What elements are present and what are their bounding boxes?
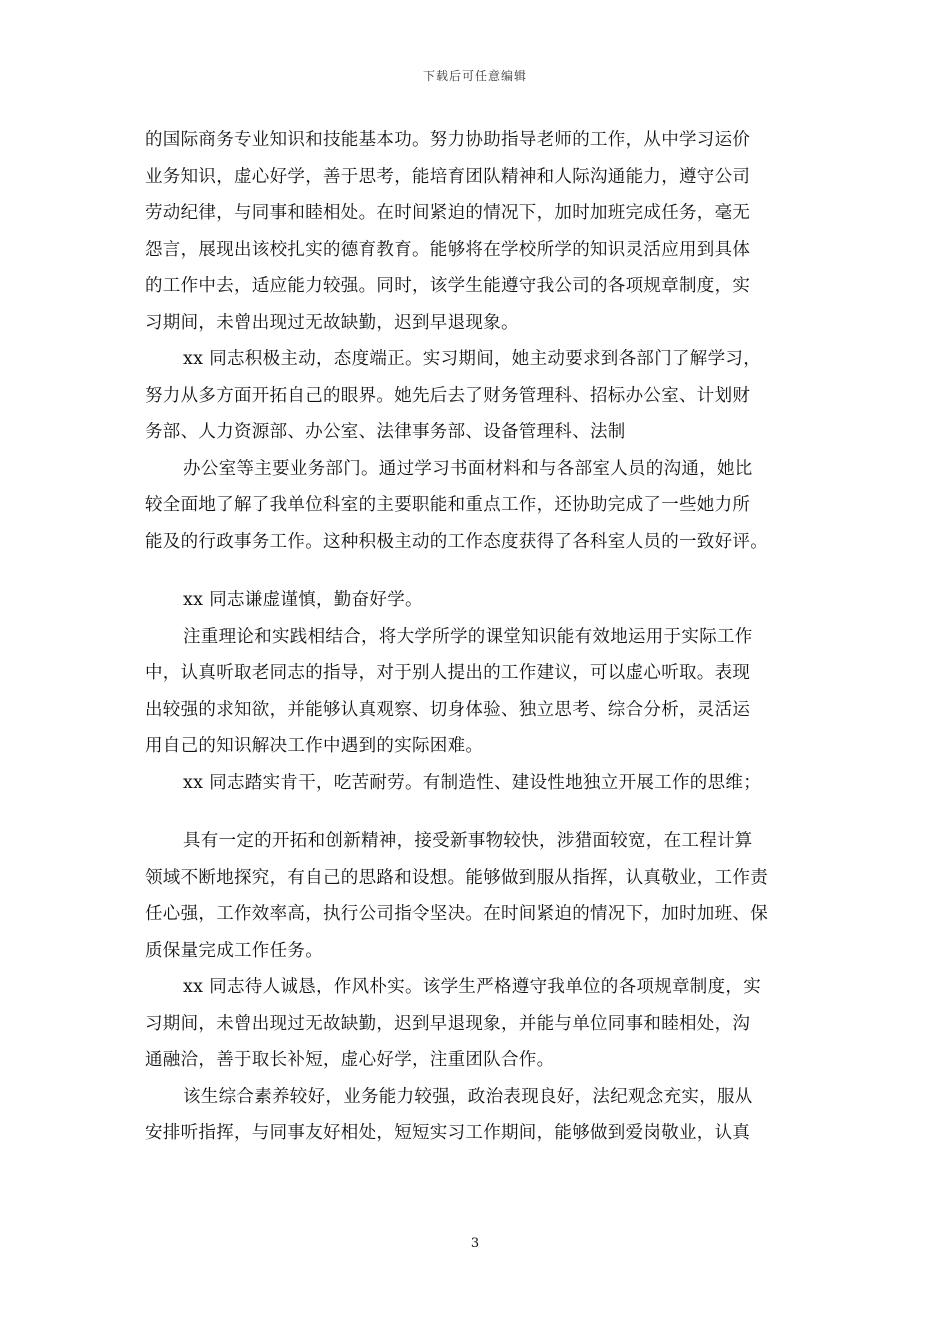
paragraph-start-line: 办公室等主要业务部门。通过学习书面材料和与各部室人员的沟通，她比 xyxy=(183,458,753,479)
text-line: 劳动纪律，与同事和睦相处。在时间紧迫的情况下，加时加班完成任务，毫无 xyxy=(145,203,751,223)
text-line: 通融洽，善于取长补短，虚心好学，注重团队合作。 xyxy=(145,1050,555,1070)
paragraph-start-line: 具有一定的开拓和创新精神，接受新事物较快，涉猎面较宽，在工程计算 xyxy=(183,831,753,851)
paragraph-start-line: xx 同志积极主动，态度端正。实习期间，她主动要求到各部门了解学习， xyxy=(183,349,761,369)
page-header: 下载后可任意编辑 xyxy=(422,69,527,83)
text-line: 用自己的知识解决工作中遇到的实际困难。 xyxy=(145,736,484,756)
text-line: 中，认真听取老同志的指导，对于别人提出的工作建议，可以虚心听取。表现 xyxy=(145,663,751,683)
text-line: 出较强的求知欲，并能够认真观察、切身体验、独立思考、综合分析，灵活运 xyxy=(145,699,751,720)
paragraph-start-line: xx 同志待人诚恳，作风朴实。该学生严格遵守我单位的各项规章制度，实 xyxy=(183,977,761,997)
text-line: 怨言，展现出该校扎实的德育教育。能够将在学校所学的知识灵活应用到具体 xyxy=(145,239,751,260)
text-line: 质保量完成工作任务。 xyxy=(145,940,323,961)
paragraph-start-line: 该生综合素养较好，业务能力较强，政治表现良好，法纪观念充实，服从 xyxy=(183,1086,753,1107)
text-line: 较全面地了解了我单位科室的主要职能和重点工作，还协助完成了一些她力所 xyxy=(145,495,751,515)
paragraph-start-line: xx 同志谦虚谨慎，勤奋好学。 xyxy=(183,590,423,610)
text-line: 任心强，工作效率高，执行公司指令坚决。在时间紧迫的情况下，加时加班、保 xyxy=(145,904,768,924)
text-line: 习期间，未曾出现过无故缺勤，迟到早退现象，并能与单位同事和睦相处，沟 xyxy=(145,1013,751,1034)
text-line: 能及的行政事务工作。这种积极主动的工作态度获得了各科室人员的一致好评。 xyxy=(145,531,768,552)
text-line: 努力从多方面开拓自己的眼界。她先后去了财务管理科、招标办公室、计划财 xyxy=(145,385,751,406)
text-line: 习期间，未曾出现过无故缺勤，迟到早退现象。 xyxy=(145,312,519,333)
document-body xyxy=(145,122,825,1152)
paragraph-start-line: xx 同志踏实肯干，吃苦耐劳。有制造性、建设性地独立开展工作的思维； xyxy=(183,772,761,793)
text-line: 领域不断地探究，有自己的思路和设想。能够做到服从指挥，认真敬业，工作责 xyxy=(145,867,768,888)
text-line: 的工作中去，适应能力较强。同时，该学生能遵守我公司的各项规章制度，实 xyxy=(145,276,751,296)
text-line: 的国际商务专业知识和技能基本功。努力协助指导老师的工作，从中学习运价 xyxy=(145,130,751,150)
text-line: 安排听指挥，与同事友好相处，短短实习工作期间，能够做到爱岗敬业，认真 xyxy=(145,1123,751,1143)
text-line: 务部、人力资源部、办公室、法律事务部、设备管理科、法制 xyxy=(145,422,626,442)
text-line: 业务知识，虚心好学，善于思考，能培育团队精神和人际沟通能力，遵守公司 xyxy=(145,166,751,187)
page-number: 3 xyxy=(470,1236,480,1251)
paragraph-start-line: 注重理论和实践相结合，将大学所学的课堂知识能有效地运用于实际工作 xyxy=(183,626,753,647)
